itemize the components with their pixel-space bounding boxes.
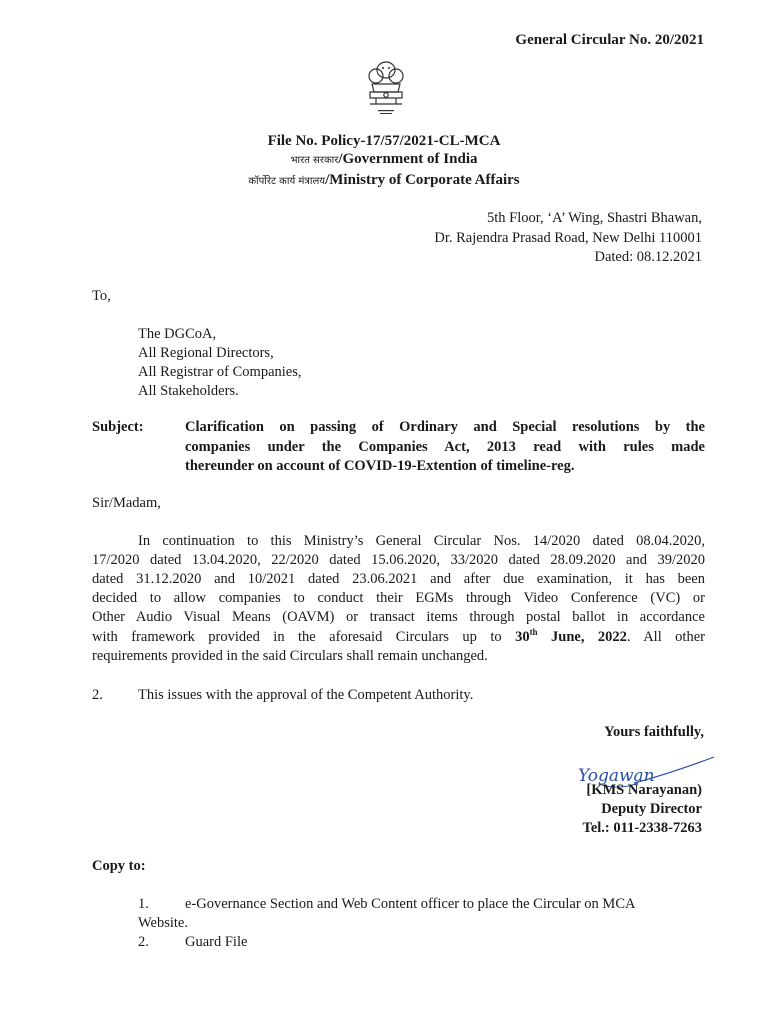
signatory-designation: Deputy Director [601, 801, 702, 817]
government-english: /Government of India [338, 151, 478, 167]
body-line: 17/2020 dated 13.04.2020, 22/2020 dated 15.06.2020, 33/2020 dated 28.09.2020 and 39/2020 [92, 552, 705, 568]
body-line: requirements provided in the said Circulars shall remain unchanged. [92, 648, 488, 664]
body-line-deadline [92, 628, 705, 648]
body-line: dated 31.12.2020 and 10/2021 dated 23.06.2021 and after due examination, it has been [92, 571, 705, 587]
copy-to-label: Copy to: [92, 858, 146, 874]
government-line [0, 149, 768, 171]
deadline-date: June, 2022 [537, 629, 627, 645]
deadline-day: 30 [515, 629, 530, 645]
address-line-1: 5th Floor, ‘A’ Wing, Shastri Bhawan, [487, 210, 702, 226]
circular-number: General Circular No. 20/2021 [515, 32, 704, 48]
signature-text: Yogawan [578, 766, 655, 786]
signatory-name: [KMS Narayanan) [586, 782, 702, 798]
body-line: In continuation to this Ministry’s General Circular Nos. 14/2020 dated 08.04.2020, [138, 533, 705, 549]
recipient: All Registrar of Companies, [138, 364, 302, 380]
subject-line: Clarification on passing of Ordinary and Special resolutions by the [185, 419, 705, 435]
paragraph-number: 2. [92, 687, 103, 703]
approval-text: This issues with the approval of the Competent Authority. [138, 687, 474, 703]
copy-item-text: e-Governance Section and Web Content officer to place the Circular on MCA [185, 896, 636, 912]
government-hindi: भारत सरकार [290, 155, 339, 166]
body-text: . All other [626, 629, 705, 645]
subject-line: companies under the Companies Act, 2013 read with rules made [185, 439, 705, 455]
deadline-suffix: th [529, 627, 538, 638]
body-line: Other Audio Visual Means (OAVM) or transact items through postal ballot in accordance [92, 609, 705, 625]
subject-line: thereunder on account of COVID-19-Extention of timeline-reg. [185, 458, 575, 474]
subject-label: Subject: [92, 419, 144, 435]
copy-item-number: 1. [138, 896, 149, 912]
yours-faithfully: Yours faithfully, [604, 724, 704, 740]
ministry-hindi: कॉर्पोरेट कार्य मंत्रालय [248, 176, 326, 187]
recipient: All Stakeholders. [138, 383, 239, 399]
salutation: Sir/Madam, [92, 495, 161, 511]
recipient: The DGCoA, [138, 326, 217, 342]
signatory-telephone: Tel.: 011-2338-7263 [582, 820, 702, 836]
to-label: To, [92, 288, 111, 304]
ministry-english: /Ministry of Corporate Affairs [325, 172, 520, 188]
address-line-2: Dr. Rajendra Prasad Road, New Delhi 110001 [434, 230, 702, 246]
state-emblem-icon [362, 58, 410, 120]
body-text: with framework provided in the aforesaid Circulars up to [92, 629, 516, 645]
body-line: decided to allow companies to conduct their EGMs through Video Conference (VC) or [92, 590, 705, 606]
copy-item-number: 2. [138, 934, 149, 950]
file-number: File No. Policy-17/57/2021-CL-MCA [267, 133, 501, 149]
recipient: All Regional Directors, [138, 345, 274, 361]
copy-item-text: Website. [138, 915, 188, 931]
copy-item-text: Guard File [185, 934, 248, 950]
ministry-line [0, 170, 768, 192]
date-line: Dated: 08.12.2021 [594, 249, 702, 265]
